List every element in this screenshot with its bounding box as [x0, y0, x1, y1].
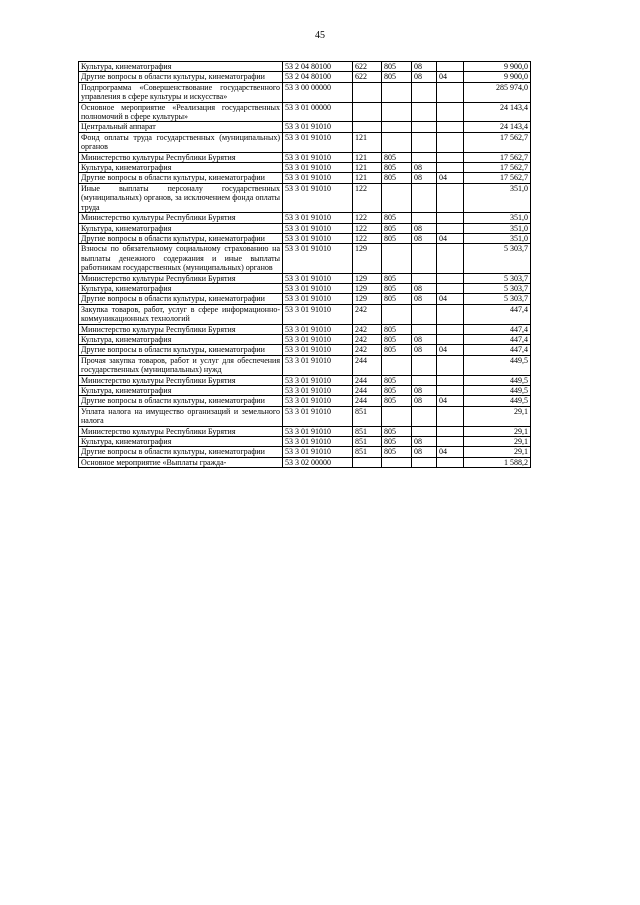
row-subsection — [437, 283, 464, 293]
table-row — [79, 345, 531, 355]
table-row — [79, 386, 531, 396]
row-expense-type: 122 — [353, 183, 382, 212]
row-ministry-code — [382, 406, 412, 426]
row-amount: 447,4 — [464, 334, 531, 344]
table-row — [79, 355, 531, 375]
row-ministry-code: 805 — [382, 233, 412, 243]
row-amount: 351,0 — [464, 213, 531, 223]
row-name: Культура, кинематография — [79, 437, 283, 447]
table-row — [79, 457, 531, 467]
row-ministry-code: 805 — [382, 273, 412, 283]
row-expense-type: 242 — [353, 324, 382, 334]
row-subsection — [437, 132, 464, 152]
row-subsection — [437, 437, 464, 447]
row-amount: 5 303,7 — [464, 294, 531, 304]
row-expense-type: 244 — [353, 375, 382, 385]
row-target-code: 53 3 01 91010 — [283, 345, 353, 355]
row-ministry-code — [382, 183, 412, 212]
row-section — [412, 102, 437, 122]
table-row — [79, 122, 531, 132]
row-expense-type: 851 — [353, 406, 382, 426]
row-ministry-code: 805 — [382, 213, 412, 223]
row-ministry-code: 805 — [382, 345, 412, 355]
row-name: Министерство культуры Республики Бурятия — [79, 426, 283, 436]
row-target-code: 53 3 02 00000 — [283, 457, 353, 467]
row-expense-type: 244 — [353, 386, 382, 396]
table-row — [79, 294, 531, 304]
row-expense-type: 622 — [353, 72, 382, 82]
table-row — [79, 62, 531, 72]
table-row — [79, 447, 531, 457]
row-section: 08 — [412, 72, 437, 82]
row-name: Культура, кинематография — [79, 62, 283, 72]
row-name: Центральный аппарат — [79, 122, 283, 132]
row-ministry-code — [382, 102, 412, 122]
row-ministry-code: 805 — [382, 447, 412, 457]
row-name: Основное мероприятие «Выплаты гражда- — [79, 457, 283, 467]
row-amount: 449,5 — [464, 396, 531, 406]
row-target-code: 53 3 01 91010 — [283, 355, 353, 375]
row-section: 08 — [412, 334, 437, 344]
row-expense-type: 129 — [353, 283, 382, 293]
row-subsection: 04 — [437, 72, 464, 82]
row-name: Другие вопросы в области культуры, кинематографии — [79, 345, 283, 355]
row-amount: 24 143,4 — [464, 102, 531, 122]
row-section: 08 — [412, 173, 437, 183]
row-target-code: 53 2 04 80100 — [283, 62, 353, 72]
row-amount: 447,4 — [464, 304, 531, 324]
table-row — [79, 437, 531, 447]
table-row — [79, 102, 531, 122]
row-target-code: 53 3 01 91010 — [283, 233, 353, 243]
row-name: Министерство культуры Республики Бурятия — [79, 324, 283, 334]
row-amount: 351,0 — [464, 183, 531, 212]
row-target-code: 53 3 01 91010 — [283, 223, 353, 233]
row-section: 08 — [412, 447, 437, 457]
row-section — [412, 152, 437, 162]
row-section — [412, 183, 437, 212]
row-section — [412, 457, 437, 467]
row-amount: 17 562,7 — [464, 132, 531, 152]
row-ministry-code: 805 — [382, 437, 412, 447]
row-subsection: 04 — [437, 294, 464, 304]
row-expense-type — [353, 122, 382, 132]
row-ministry-code: 805 — [382, 223, 412, 233]
row-name: Подпрограмма «Совершенствование государственного управления в сфере культуры и искусства» — [79, 82, 283, 102]
row-section — [412, 244, 437, 273]
row-amount: 447,4 — [464, 345, 531, 355]
row-section — [412, 213, 437, 223]
row-ministry-code: 805 — [382, 334, 412, 344]
row-target-code: 53 3 01 91010 — [283, 447, 353, 457]
row-ministry-code — [382, 457, 412, 467]
row-expense-type: 121 — [353, 163, 382, 173]
row-expense-type: 121 — [353, 152, 382, 162]
row-subsection: 04 — [437, 396, 464, 406]
row-target-code: 53 3 01 91010 — [283, 304, 353, 324]
row-ministry-code: 805 — [382, 163, 412, 173]
page-number: 45 — [315, 30, 325, 41]
table-row — [79, 72, 531, 82]
row-ministry-code: 805 — [382, 375, 412, 385]
row-expense-type: 851 — [353, 437, 382, 447]
row-target-code: 53 3 01 91010 — [283, 396, 353, 406]
row-target-code: 53 3 01 91010 — [283, 152, 353, 162]
row-ministry-code: 805 — [382, 72, 412, 82]
row-name: Министерство культуры Республики Бурятия — [79, 375, 283, 385]
row-amount: 351,0 — [464, 233, 531, 243]
row-ministry-code: 805 — [382, 324, 412, 334]
row-ministry-code: 805 — [382, 426, 412, 436]
row-amount: 449,5 — [464, 375, 531, 385]
row-section — [412, 375, 437, 385]
row-amount: 29,1 — [464, 426, 531, 436]
table-row — [79, 406, 531, 426]
row-ministry-code: 805 — [382, 283, 412, 293]
row-target-code: 53 3 01 91010 — [283, 163, 353, 173]
row-amount: 447,4 — [464, 324, 531, 334]
row-target-code: 53 3 01 91010 — [283, 294, 353, 304]
row-subsection — [437, 163, 464, 173]
row-target-code: 53 3 01 91010 — [283, 426, 353, 436]
row-section — [412, 273, 437, 283]
table-row — [79, 334, 531, 344]
row-expense-type: 129 — [353, 244, 382, 273]
row-expense-type — [353, 82, 382, 102]
row-section: 08 — [412, 283, 437, 293]
table-row — [79, 223, 531, 233]
row-name: Иные выплаты персоналу государственных (муниципальных) органов, за исключением фонда оплаты труда — [79, 183, 283, 212]
table-row — [79, 426, 531, 436]
row-subsection — [437, 183, 464, 212]
row-target-code: 53 3 01 91010 — [283, 406, 353, 426]
row-subsection: 04 — [437, 447, 464, 457]
row-section: 08 — [412, 437, 437, 447]
row-section: 08 — [412, 345, 437, 355]
row-section: 08 — [412, 396, 437, 406]
row-name: Закупка товаров, работ, услуг в сфере информационно-коммуникационных технологий — [79, 304, 283, 324]
row-target-code: 53 3 01 91010 — [283, 324, 353, 334]
row-target-code: 53 3 01 91010 — [283, 386, 353, 396]
row-amount: 29,1 — [464, 406, 531, 426]
row-subsection — [437, 244, 464, 273]
table-row — [79, 132, 531, 152]
row-subsection — [437, 62, 464, 72]
row-section — [412, 132, 437, 152]
row-section: 08 — [412, 233, 437, 243]
row-target-code: 53 3 00 00000 — [283, 82, 353, 102]
row-name: Фонд оплаты труда государственных (муниципальных) органов — [79, 132, 283, 152]
row-ministry-code: 805 — [382, 152, 412, 162]
table-row — [79, 213, 531, 223]
row-name: Другие вопросы в области культуры, кинематографии — [79, 233, 283, 243]
row-section — [412, 82, 437, 102]
row-amount: 5 303,7 — [464, 244, 531, 273]
row-ministry-code — [382, 132, 412, 152]
row-target-code: 53 3 01 91010 — [283, 375, 353, 385]
row-expense-type: 242 — [353, 345, 382, 355]
row-target-code: 53 3 01 91010 — [283, 244, 353, 273]
row-ministry-code — [382, 82, 412, 102]
row-subsection — [437, 304, 464, 324]
row-amount: 17 562,7 — [464, 173, 531, 183]
row-target-code: 53 3 01 00000 — [283, 102, 353, 122]
row-amount: 29,1 — [464, 447, 531, 457]
table-row — [79, 233, 531, 243]
row-expense-type: 622 — [353, 62, 382, 72]
row-amount: 5 303,7 — [464, 273, 531, 283]
row-name: Культура, кинематография — [79, 223, 283, 233]
row-target-code: 53 3 01 91010 — [283, 283, 353, 293]
row-target-code: 53 3 01 91010 — [283, 334, 353, 344]
row-expense-type: 121 — [353, 173, 382, 183]
row-amount: 449,5 — [464, 386, 531, 396]
row-subsection — [437, 122, 464, 132]
row-expense-type: 122 — [353, 233, 382, 243]
table-row — [79, 375, 531, 385]
row-subsection — [437, 334, 464, 344]
row-expense-type: 244 — [353, 396, 382, 406]
row-expense-type: 851 — [353, 426, 382, 436]
row-ministry-code — [382, 355, 412, 375]
row-section — [412, 304, 437, 324]
row-name: Уплата налога на имущество организаций и земельного налога — [79, 406, 283, 426]
row-expense-type: 242 — [353, 304, 382, 324]
row-target-code: 53 3 01 91010 — [283, 173, 353, 183]
row-expense-type: 121 — [353, 132, 382, 152]
row-ministry-code — [382, 304, 412, 324]
row-subsection — [437, 223, 464, 233]
row-amount: 9 900,0 — [464, 72, 531, 82]
row-amount: 1 588,2 — [464, 457, 531, 467]
row-expense-type: 851 — [353, 447, 382, 457]
row-section — [412, 406, 437, 426]
row-subsection — [437, 324, 464, 334]
row-amount: 29,1 — [464, 437, 531, 447]
row-name: Культура, кинематография — [79, 334, 283, 344]
row-section — [412, 324, 437, 334]
row-section: 08 — [412, 294, 437, 304]
row-amount: 17 562,7 — [464, 163, 531, 173]
row-target-code: 53 3 01 91010 — [283, 273, 353, 283]
table-row — [79, 396, 531, 406]
row-subsection — [437, 375, 464, 385]
row-subsection — [437, 273, 464, 283]
row-subsection — [437, 406, 464, 426]
table-row — [79, 183, 531, 212]
row-amount: 449,5 — [464, 355, 531, 375]
row-section: 08 — [412, 223, 437, 233]
row-section — [412, 355, 437, 375]
row-ministry-code: 805 — [382, 294, 412, 304]
row-subsection — [437, 152, 464, 162]
row-name: Министерство культуры Республики Бурятия — [79, 273, 283, 283]
table-row — [79, 283, 531, 293]
row-expense-type — [353, 102, 382, 122]
row-expense-type: 244 — [353, 355, 382, 375]
row-name: Другие вопросы в области культуры, кинематографии — [79, 72, 283, 82]
row-name: Основное мероприятие «Реализация государственных полномочий в сфере культуры» — [79, 102, 283, 122]
row-subsection — [437, 355, 464, 375]
row-section — [412, 426, 437, 436]
budget-table — [78, 61, 531, 468]
row-name: Другие вопросы в области культуры, кинематографии — [79, 396, 283, 406]
row-subsection — [437, 102, 464, 122]
row-name: Другие вопросы в области культуры, кинематографии — [79, 173, 283, 183]
row-amount: 17 562,7 — [464, 152, 531, 162]
row-expense-type: 242 — [353, 334, 382, 344]
row-expense-type: 122 — [353, 223, 382, 233]
row-name: Министерство культуры Республики Бурятия — [79, 213, 283, 223]
table-row — [79, 273, 531, 283]
row-amount: 24 143,4 — [464, 122, 531, 132]
row-name: Культура, кинематография — [79, 283, 283, 293]
table-row — [79, 304, 531, 324]
row-name: Культура, кинематография — [79, 386, 283, 396]
row-expense-type: 129 — [353, 273, 382, 283]
row-amount: 9 900,0 — [464, 62, 531, 72]
row-subsection — [437, 426, 464, 436]
row-expense-type: 122 — [353, 213, 382, 223]
row-ministry-code — [382, 122, 412, 132]
row-subsection — [437, 457, 464, 467]
row-expense-type — [353, 457, 382, 467]
table-row — [79, 163, 531, 173]
table-row — [79, 324, 531, 334]
row-subsection: 04 — [437, 233, 464, 243]
row-expense-type: 129 — [353, 294, 382, 304]
row-subsection: 04 — [437, 173, 464, 183]
row-name: Другие вопросы в области культуры, кинематографии — [79, 294, 283, 304]
row-ministry-code: 805 — [382, 386, 412, 396]
row-ministry-code: 805 — [382, 62, 412, 72]
row-name: Культура, кинематография — [79, 163, 283, 173]
row-name: Министерство культуры Республики Бурятия — [79, 152, 283, 162]
row-amount: 285 974,0 — [464, 82, 531, 102]
table-row — [79, 173, 531, 183]
row-subsection — [437, 213, 464, 223]
row-ministry-code: 805 — [382, 396, 412, 406]
row-target-code: 53 3 01 91010 — [283, 132, 353, 152]
row-amount: 5 303,7 — [464, 283, 531, 293]
row-ministry-code: 805 — [382, 173, 412, 183]
row-section: 08 — [412, 386, 437, 396]
row-subsection — [437, 82, 464, 102]
row-target-code: 53 3 01 91010 — [283, 437, 353, 447]
row-amount: 351,0 — [464, 223, 531, 233]
row-name: Взносы по обязательному социальному страхованию на выплаты денежного содержания и иные выплаты работникам государственных (муниципальных) органов — [79, 244, 283, 273]
row-section — [412, 122, 437, 132]
table-row — [79, 82, 531, 102]
row-name: Прочая закупка товаров, работ и услуг для обеспечения государственных (муниципальных) нужд — [79, 355, 283, 375]
row-section: 08 — [412, 62, 437, 72]
row-subsection: 04 — [437, 345, 464, 355]
table-row — [79, 244, 531, 273]
row-name: Другие вопросы в области культуры, кинематографии — [79, 447, 283, 457]
row-target-code: 53 3 01 91010 — [283, 183, 353, 212]
table-row — [79, 152, 531, 162]
row-ministry-code — [382, 244, 412, 273]
row-target-code: 53 2 04 80100 — [283, 72, 353, 82]
row-target-code: 53 3 01 91010 — [283, 122, 353, 132]
table-body — [79, 62, 531, 468]
row-subsection — [437, 386, 464, 396]
row-target-code: 53 3 01 91010 — [283, 213, 353, 223]
row-section: 08 — [412, 163, 437, 173]
